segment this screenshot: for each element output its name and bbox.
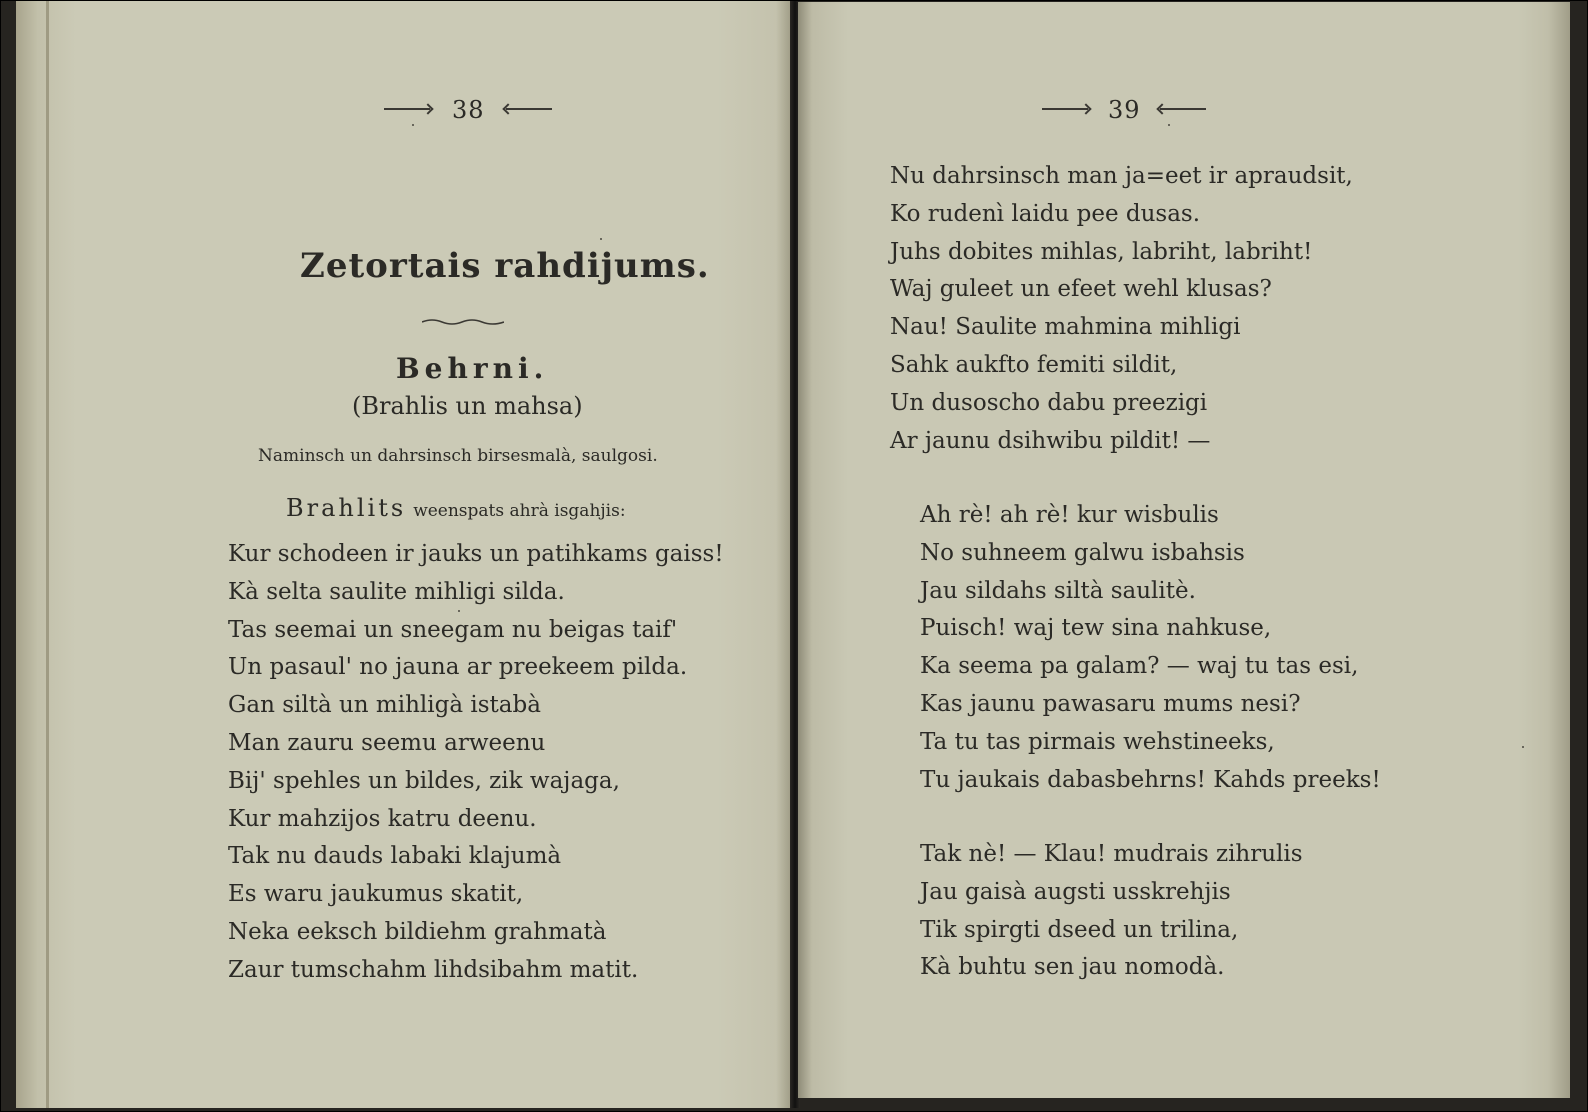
verse-line: Ta tu tas pirmais wehstineeks, [920,728,1275,755]
verse-line: Tak nu dauds labaki klajumà [228,843,562,870]
verse-line: Nu dahrsinsch man ja=eet ir apraudsit, [890,163,1353,189]
verse-line: Ka seema pa galam? — waj tu tas esi, [920,653,1359,680]
verse-line: Nau! Saulite mahmina mihligi [890,314,1241,341]
verse-line: Tu jaukais dabasbehrns! Kahds preeks! [920,766,1381,793]
verse-line: Kà buhtu sen jau nomodà. [920,954,1225,981]
verse-line: Jau gaisà augsti usskrehjis [920,878,1231,905]
verse-line: Man zauru seemu arweenu [228,729,546,756]
verse-line: Ko rudenì laidu pee dusas. [890,200,1201,227]
verse-line: Zaur tumschahm lihdsibahm matit. [228,956,639,983]
verse-line: Juhs dobites mihlas, labriht, labriht! [890,238,1313,265]
verse-line: Ar jaunu dsihwibu pildit! — [890,427,1211,454]
section-subtitle: (Brahlis un mahsa) [352,392,583,420]
verse-line: Puisch! waj tew sina nahkuse, [920,615,1272,642]
verse-line: Kas jaunu pawasaru mums nesi? [920,690,1301,717]
verse-line: Ah rè! ah rè! kur wisbulis [920,502,1219,528]
page-number-right: 39 [1108,96,1141,124]
verse-line: Kur mahzijos katru deenu. [228,805,537,832]
verse-line: Neka eeksch bildiehm grahmatà [228,918,607,945]
verse-line: Kur schodeen ir jauks un patihkams gaiss! [228,541,724,567]
speaker-direction: weenspats ahrà isgahjis: [413,501,626,521]
verse-line: Gan siltà un mihligà istabà [228,692,541,719]
verse-line: Es waru jaukumus skatit, [228,881,524,908]
section-title: Behrni. [396,352,549,385]
verse-line: Kà selta saulite mihligi silda. [228,578,565,605]
verse-line: No suhneem galwu isbahsis [920,539,1245,566]
speaker-name: Brahlits [286,494,407,522]
stage-direction: Naminsch un dahrsinsch birsesmalà, saulgosi. [258,446,658,466]
verse-line: Un dusoscho dabu preezigi [890,389,1208,416]
verse-line: Tas seemai un sneegam nu beigas taif' [228,616,678,643]
verse-line: Bij' spehles un bildes, zik wajaga, [228,767,620,794]
verse-line: Tak nè! — Klau! mudrais zihrulis [920,841,1303,867]
verse-line: Jau sildahs siltà saulitè. [920,577,1196,604]
verse-line: Un pasaul' no jauna ar preekeem pilda. [228,654,688,681]
verse-line: Sahk aukfto femiti sildit, [890,351,1178,378]
chapter-title: Zetortais rahdijums. [300,246,710,286]
page-number-left: 38 [452,96,485,124]
verse-line: Waj guleet un efeet wehl klusas? [890,276,1272,303]
verse-line: Tik spirgti dseed un trilina, [920,916,1239,943]
